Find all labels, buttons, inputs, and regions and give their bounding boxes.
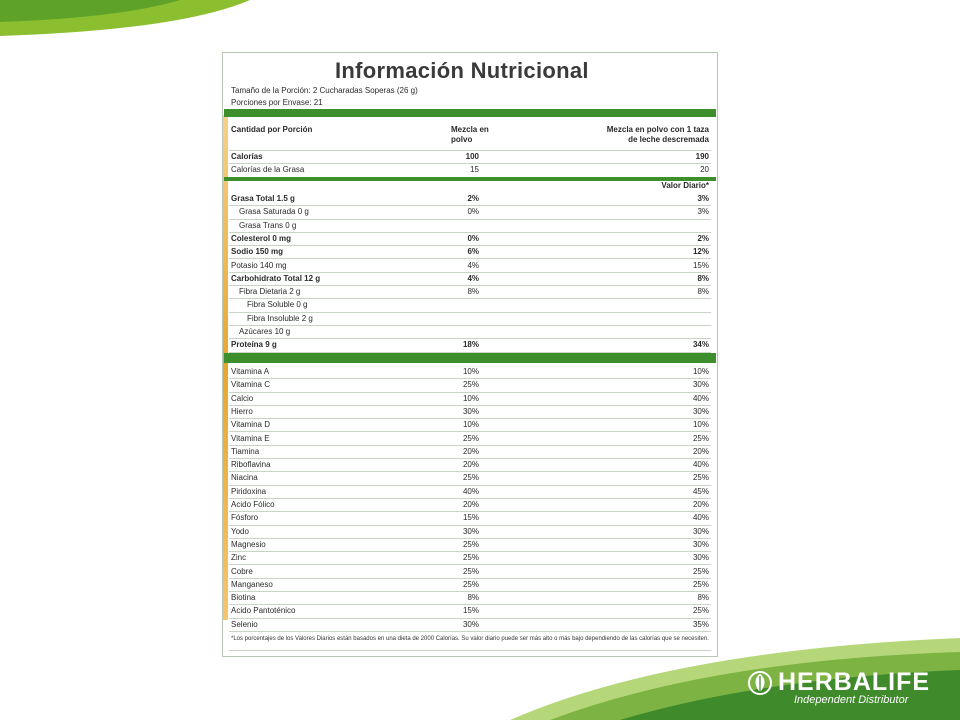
milk-value: 45%: [692, 486, 709, 496]
milk-value: 30%: [692, 553, 709, 563]
nutrient-name: Piridoxina: [231, 486, 267, 496]
nutrient-name: Fibra Insoluble 2 g: [247, 313, 313, 323]
nutrient-name: Niacina: [231, 473, 258, 483]
milk-column-label: Mezcla en polvo con 1 taza de leche descremada: [606, 125, 709, 144]
nutrient-name: Fibra Soluble 0 g: [247, 300, 308, 310]
green-divider-bar: [224, 177, 716, 181]
nutrient-row: [229, 485, 711, 499]
nutrient-row: [229, 219, 711, 233]
nutrient-name: Manganeso: [231, 579, 273, 589]
milk-value: 25%: [692, 433, 709, 443]
milk-value: 8%: [697, 593, 709, 603]
nutrient-row: [229, 565, 711, 579]
nutrient-name: Grasa Saturada 0 g: [239, 207, 309, 217]
nutrient-name: Tiamina: [231, 446, 260, 456]
nutrient-row: [229, 312, 711, 326]
powder-value: 20%: [462, 446, 479, 456]
servings-per-container: Porciones por Envase: 21: [231, 98, 323, 107]
nutrient-name: Cobre: [231, 566, 253, 576]
powder-value: 30%: [462, 526, 479, 536]
powder-value: 6%: [467, 247, 479, 257]
milk-value: 25%: [692, 473, 709, 483]
nutrient-row: [229, 150, 711, 164]
milk-value: 30%: [692, 380, 709, 390]
nutrient-name: Proteína 9 g: [231, 340, 277, 350]
nutrient-name: Grasa Trans 0 g: [239, 220, 297, 230]
powder-value: 25%: [462, 579, 479, 589]
nutrient-row: [229, 578, 711, 592]
powder-value: 20%: [462, 500, 479, 509]
milk-value: 34%: [692, 340, 709, 350]
nutrient-row: [229, 325, 711, 339]
nutrient-name: Carbohidrato Total 12 g: [231, 273, 321, 283]
milk-value: 30%: [692, 406, 709, 416]
nutrient-row: [229, 551, 711, 565]
nutrient-name: Magnesio: [231, 539, 266, 549]
footnote: *Los porcentajes de los Valores Diarios están basados en una dieta de 2000 Calorías. Su valor diario puede ser más alto o más bajo dependiendo de las calorías que se necesiten.: [231, 636, 709, 642]
nutrient-name: Acido Pantoténico: [231, 606, 296, 616]
milk-value: 25%: [692, 579, 709, 589]
powder-value: 4%: [467, 273, 479, 283]
powder-value: 100: [465, 152, 479, 161]
powder-value: 25%: [462, 539, 479, 549]
nutrient-name: Calorías de la Grasa: [231, 165, 305, 175]
milk-value: 8%: [697, 287, 709, 297]
powder-value: 10%: [462, 367, 479, 376]
nutrient-name: Riboflavina: [231, 460, 271, 470]
powder-value: 0%: [467, 207, 479, 217]
powder-value: 25%: [462, 473, 479, 483]
nutrient-name: Fósforo: [231, 513, 259, 523]
nutrient-row: [229, 525, 711, 539]
brand-tagline: Independent Distributor: [794, 694, 909, 706]
powder-value: 15%: [462, 513, 479, 523]
milk-value: 10%: [692, 420, 709, 430]
nutrient-row: [229, 405, 711, 419]
nutrient-name: Grasa Total 1.5 g: [231, 194, 295, 203]
milk-value: 30%: [692, 526, 709, 536]
footnote-divider: [229, 650, 711, 651]
powder-value: 25%: [462, 566, 479, 576]
powder-value: 25%: [462, 380, 479, 390]
nutrient-row: [229, 511, 711, 525]
milk-value: 2%: [697, 233, 709, 243]
nutrient-name: Potasio 140 mg: [231, 260, 287, 270]
nutrient-name: Selenio: [231, 619, 258, 629]
powder-value: 15: [470, 165, 479, 175]
nutrient-row: [229, 378, 711, 392]
nutrient-row: [229, 205, 711, 219]
milk-value: 40%: [692, 513, 709, 523]
nutrient-row: [229, 245, 711, 259]
nutrient-row: [229, 432, 711, 446]
nutrient-name: Yodo: [231, 526, 249, 536]
nutrient-name: Biotina: [231, 593, 256, 603]
powder-value: 25%: [462, 553, 479, 563]
nutrient-name: Vitamina E: [231, 433, 270, 443]
milk-value: 8%: [697, 273, 709, 283]
nutrient-name: Hierro: [231, 406, 253, 416]
powder-value: 18%: [462, 340, 479, 350]
serving-size: Tamaño de la Porción: 2 Cucharadas Soperas (26 g): [231, 86, 418, 95]
nutrient-row: [229, 163, 711, 177]
nutrient-name: Fibra Dietaria 2 g: [239, 287, 301, 297]
powder-value: 30%: [462, 406, 479, 416]
nutrient-row: [229, 365, 711, 379]
nutrient-name: Vitamina C: [231, 380, 270, 390]
powder-value: 25%: [462, 433, 479, 443]
milk-value: 10%: [692, 367, 709, 376]
milk-value: 20%: [692, 500, 709, 509]
milk-value: 20%: [692, 446, 709, 456]
orange-edge-decoration: [223, 115, 228, 620]
nutrient-row: [229, 338, 711, 352]
powder-value: 8%: [467, 287, 479, 297]
top-green-swoosh: [0, 0, 260, 40]
daily-value-header: Valor Diario*: [661, 181, 709, 190]
milk-value: 40%: [692, 460, 709, 470]
milk-value: 25%: [692, 606, 709, 616]
amount-per-serving-label: Cantidad por Porción: [231, 125, 313, 134]
powder-value: 30%: [462, 619, 479, 629]
milk-value: 20: [700, 165, 709, 175]
label-title: Información Nutricional: [335, 58, 589, 83]
nutrient-row: [229, 392, 711, 406]
milk-value: 15%: [692, 260, 709, 270]
milk-value: 30%: [692, 539, 709, 549]
powder-column-label: Mezcla en polvo: [451, 125, 489, 144]
nutrient-row: [229, 471, 711, 485]
nutrient-name: Colesterol 0 mg: [231, 233, 292, 243]
nutrient-row: [229, 298, 711, 312]
nutrient-name: Azúcares 10 g: [239, 327, 291, 336]
powder-value: 4%: [467, 260, 479, 270]
column-header: [229, 124, 711, 151]
nutrient-name: Zinc: [231, 553, 247, 563]
nutrient-row: [229, 498, 711, 512]
nutrition-facts-label: [222, 52, 718, 657]
nutrient-row: [229, 458, 711, 472]
nutrient-row: [229, 418, 711, 432]
milk-value: 12%: [692, 247, 709, 257]
nutrient-row: [229, 232, 711, 246]
nutrient-name: Calcio: [231, 393, 254, 403]
milk-value: 3%: [697, 194, 709, 203]
milk-value: 190: [695, 152, 709, 161]
powder-value: 40%: [462, 486, 479, 496]
powder-value: 10%: [462, 393, 479, 403]
nutrient-name: Acido Fólico: [231, 500, 275, 509]
green-divider-bar: [224, 109, 716, 117]
herbalife-logo: [748, 668, 948, 710]
nutrient-name: Calorías: [231, 152, 263, 161]
milk-value: 25%: [692, 566, 709, 576]
milk-value: 3%: [697, 207, 709, 217]
nutrient-row: [229, 618, 711, 632]
powder-value: 20%: [462, 460, 479, 470]
nutrient-row: [229, 259, 711, 273]
nutrient-row: [229, 591, 711, 605]
nutrient-row: [229, 285, 711, 299]
powder-value: 10%: [462, 420, 479, 430]
nutrient-row: [229, 272, 711, 286]
nutrient-row: [229, 604, 711, 618]
nutrient-name: Vitamina A: [231, 367, 270, 376]
milk-value: 40%: [692, 393, 709, 403]
nutrient-name: Sodio 150 mg: [231, 247, 284, 257]
milk-value: 35%: [692, 619, 709, 629]
powder-value: 15%: [462, 606, 479, 616]
powder-value: 0%: [467, 233, 479, 243]
powder-value: 8%: [467, 593, 479, 603]
nutrient-row: [229, 445, 711, 459]
nutrient-row: [229, 538, 711, 552]
brand-name: HERBALIFE: [778, 668, 931, 696]
nutrient-row: [229, 192, 711, 206]
green-divider-bar: [224, 353, 716, 363]
nutrient-name: Vitamina D: [231, 420, 270, 430]
powder-value: 2%: [467, 194, 479, 203]
herbalife-leaf-icon: [748, 670, 772, 696]
